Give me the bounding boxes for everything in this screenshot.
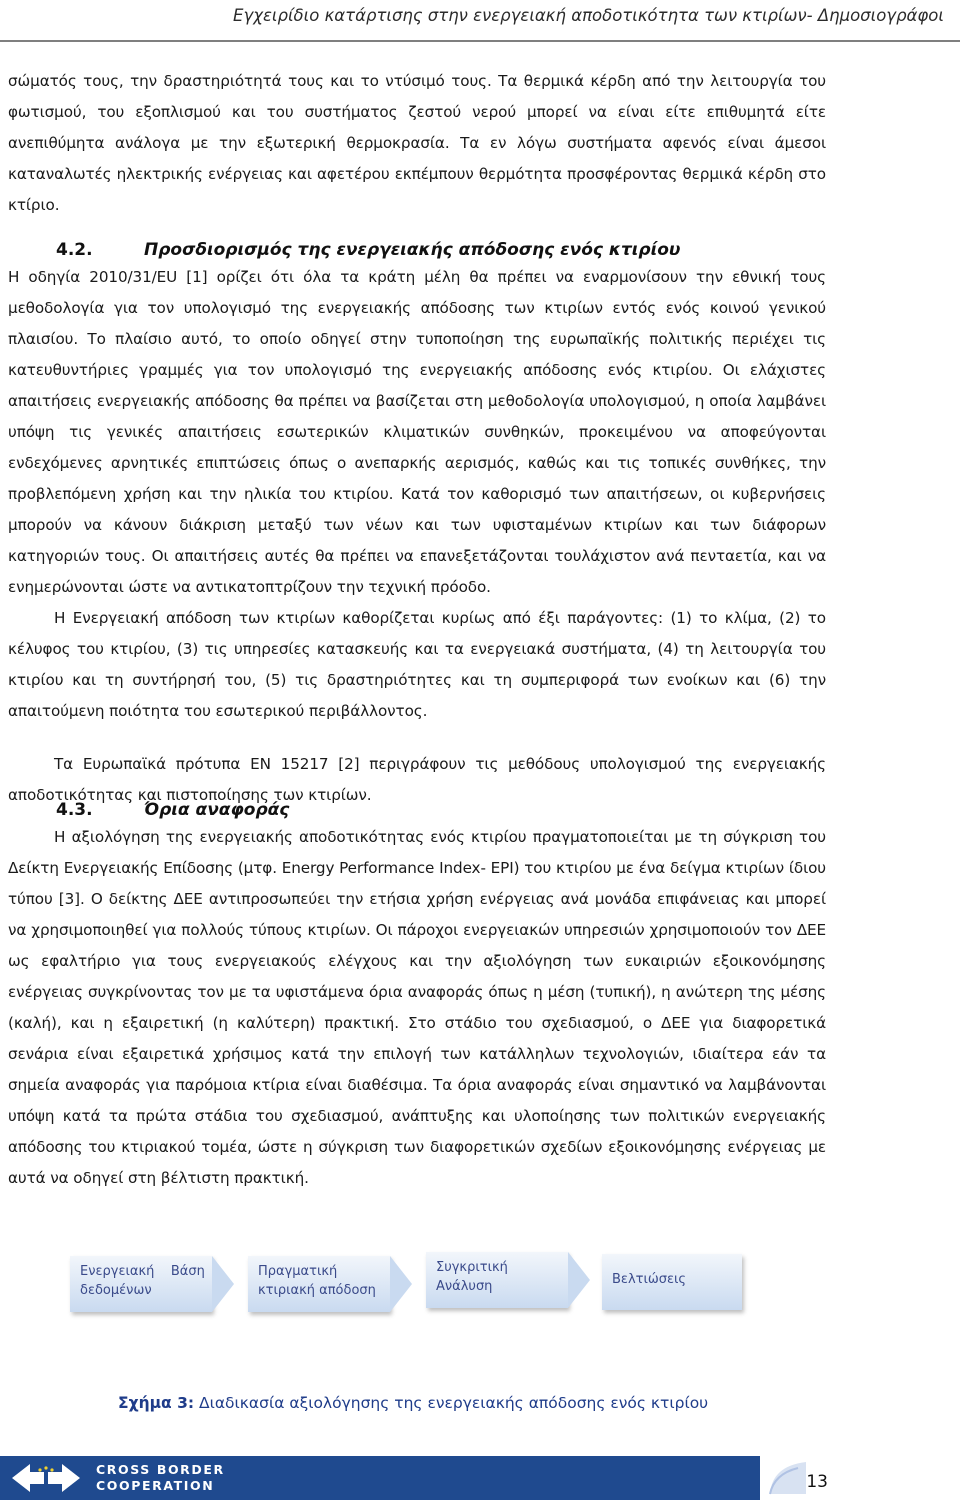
body-paragraph: Τα Ευρωπαϊκά πρότυπα EN 15217 [2] περιγράφουν τις μεθόδους υπολογισμού της ενεργειακής αποδοτικότητας και πιστοποίησης των κτιρίων.	[8, 755, 826, 804]
cross-border-logo-text	[96, 1462, 225, 1494]
flow-step-line: Ανάλυση	[436, 1279, 493, 1294]
document-title: Εγχειρίδιο κατάρτισης στην ενεργειακή αποδοτικότητα των κτιρίων- Δημοσιογράφοι	[233, 6, 944, 25]
flow-step-actual-performance	[248, 1256, 390, 1312]
logo-line: COOPERATION	[96, 1478, 215, 1493]
flow-step-line: Πραγματική	[258, 1264, 338, 1279]
section-heading-4-3	[56, 800, 289, 820]
flow-step-line: Ενεργειακή Βάση	[80, 1264, 205, 1279]
section-4-2-body	[8, 262, 826, 811]
cross-border-arrows-icon	[4, 1460, 88, 1496]
footer-band	[0, 1456, 760, 1500]
flow-step-line: Συγκριτική	[436, 1260, 508, 1275]
figure-caption	[118, 1394, 708, 1412]
intro-paragraph: σώματός τους, την δραστηριότητά τους και το ντύσιμό τους. Τα θερμικά κέρδη από την λειτουργία του φωτισμού, του εξοπλισμού και του συστήματος ζεστού νερού μπορεί να είναι είτε επιθυμητά είτε ανεπιθύμητα ανάλογα με την εξωτερική θερμοκρασία. Τα εν λόγω συστήματα αφενός είναι άμεσοι καταναλωτές ηλεκτρικής ενέργειας και αφετέρου εκπέμπουν θερμότητα προσφέροντας θερμικά κέρδη στο κτίριο.	[8, 72, 826, 214]
section-number: 4.3.	[56, 800, 93, 820]
body-paragraph: Η Ενεργειακή απόδοση των κτιρίων καθορίζεται κυρίως από έξι παράγοντες: (1) το κλίμα, (2) το κέλυφος του κτιρίου, (3) τις υπηρεσίες κατασκευής και τα ενεργειακά συστήματα, (4) τη λειτουργία του κτιρίου και τη συντήρησή του, (5) τις δραστηριότητες και τη συμπεριφορά των ενοίκων και (6) την απαιτούμενη ποιότητα του εσωτερικού περιβάλλοντος.	[8, 609, 826, 720]
page-corner-decoration-icon	[768, 1460, 808, 1496]
figure-label: Σχήμα 3:	[118, 1394, 195, 1412]
flow-step-line: Βελτιώσεις	[612, 1272, 687, 1287]
intro-paragraph-block	[8, 66, 826, 221]
section-title: Όρια αναφοράς	[144, 800, 290, 820]
flow-step-improvements	[602, 1254, 742, 1310]
page-number: 13	[806, 1472, 828, 1492]
page-header	[0, 0, 960, 42]
flow-step-comparative-analysis	[426, 1252, 568, 1308]
section-title: Προσδιορισμός της ενεργειακής απόδοσης ενός κτιρίου	[144, 240, 681, 260]
body-paragraph: Η οδηγία 2010/31/EU [1] ορίζει ότι όλα τα κράτη μέλη θα πρέπει να εναρμονίσουν την εθνική τους μεθοδολογία για τον υπολογισμό της ενεργειακής απόδοσης των κτιρίων εντός ενός κοινού γενικού πλαισίου. Το πλαίσιο αυτό, το οποίο οδηγεί στην τυποποίηση της ευρωπαϊκής πολιτικής περιέχει τις κατευθυντήριες γραμμές για τον υπολογισμό της ενεργειακής απόδοσης ενός κτιρίου. Οι ελάχιστες απαιτήσεις ενεργειακής απόδοσης θα πρέπει να βασίζεται στη μεθοδολογία υπολογισμού, η οποία λαμβάνει υπόψη τις γενικές απαιτήσεις εσωτερικών κλιματικών συνθηκών, προκειμένου να αποφεύγονται ενδεχόμενες αρνητικές επιπτώσεις όπως ο ανεπαρκής αερισμός, καθώς και τις τοπικές συνθήκες, την προβλεπόμενη χρήση και την ηλικία του κτιρίου. Κατά τον καθορισμό των απαιτήσεων, οι κυβερνήσεις μπορούν να κάνουν διάκριση μεταξύ των νέων και των υφισταμένων κτιρίων και των διάφορων κατηγοριών τους. Οι απαιτήσεις αυτές θα πρέπει να επανεξετάζονται τουλάχιστον ανά πενταετία, και να ενημερώνονται ώστε να αντικατοπτρίζουν την τεχνική πρόοδο.	[8, 268, 826, 596]
logo-line: CROSS BORDER	[96, 1462, 225, 1477]
flow-step-energy-database	[70, 1256, 212, 1312]
section-4-3-body	[8, 822, 826, 1194]
figure-caption-text: Διαδικασία αξιολόγησης της ενεργειακής απόδοσης ενός κτιρίου	[194, 1394, 709, 1412]
body-paragraph: Η αξιολόγηση της ενεργειακής αποδοτικότητας ενός κτιρίου πραγματοποιείται με τη σύγκριση του Δείκτη Ενεργειακής Επίδοσης (μτφ. Energy Performance Index- EPI) του κτιρίου με ένα δείγμα κτιρίων ίδιου τύπου [3]. Ο δείκτης ΔΕΕ αντιπροσωπεύει την ετήσια χρήση ενέργειας ανά μονάδα επιφάνειας και μπορεί να χρησιμοποιηθεί για πολλούς τύπους κτιρίων. Οι πάροχοι ενεργειακών υπηρεσιών χρησιμοποιούν τον ΔΕΕ ως εφαλτήριο για τους ενεργειακούς ελέγχους και την αξιολόγηση των ευκαιριών εξοικονόμησης ενέργειας συγκρίνοντας τον με τα υφιστάμενα όρια αναφοράς όπως η μέση (τυπική), η ανώτερη της μέσης (καλή), και η εξαιρετική (η καλύτερη) πρακτική. Στο στάδιο του σχεδιασμού, ο ΔΕΕ για διαφορετικά σενάρια είναι εξαιρετικά χρήσιμος κατά την επιλογή των κατάλληλων τεχνολογιών, ιδιαίτερα εάν τα σημεία αναφοράς για παρόμοια κτίρια είναι διαθέσιμα. Τα όρια αναφοράς είναι σημαντικό να λαμβάνονται υπόψη κατά τα πρώτα στάδια του σχεδιασμού, ανάπτυξης και υλοποίησης των πολιτικών ενεργειακής απόδοσης του κτιριακού τομέα, ώστε η σύγκριση των διαφορετικών σχεδίων εξοικονόμησης ενέργειας με αυτά να οδηγεί στη βέλτιστη πρακτική.	[8, 828, 826, 1187]
flow-step-line: κτιριακή απόδοση	[258, 1283, 376, 1298]
section-heading-4-2	[56, 240, 680, 260]
section-number: 4.2.	[56, 240, 93, 260]
flow-step-line: δεδομένων	[80, 1283, 152, 1298]
